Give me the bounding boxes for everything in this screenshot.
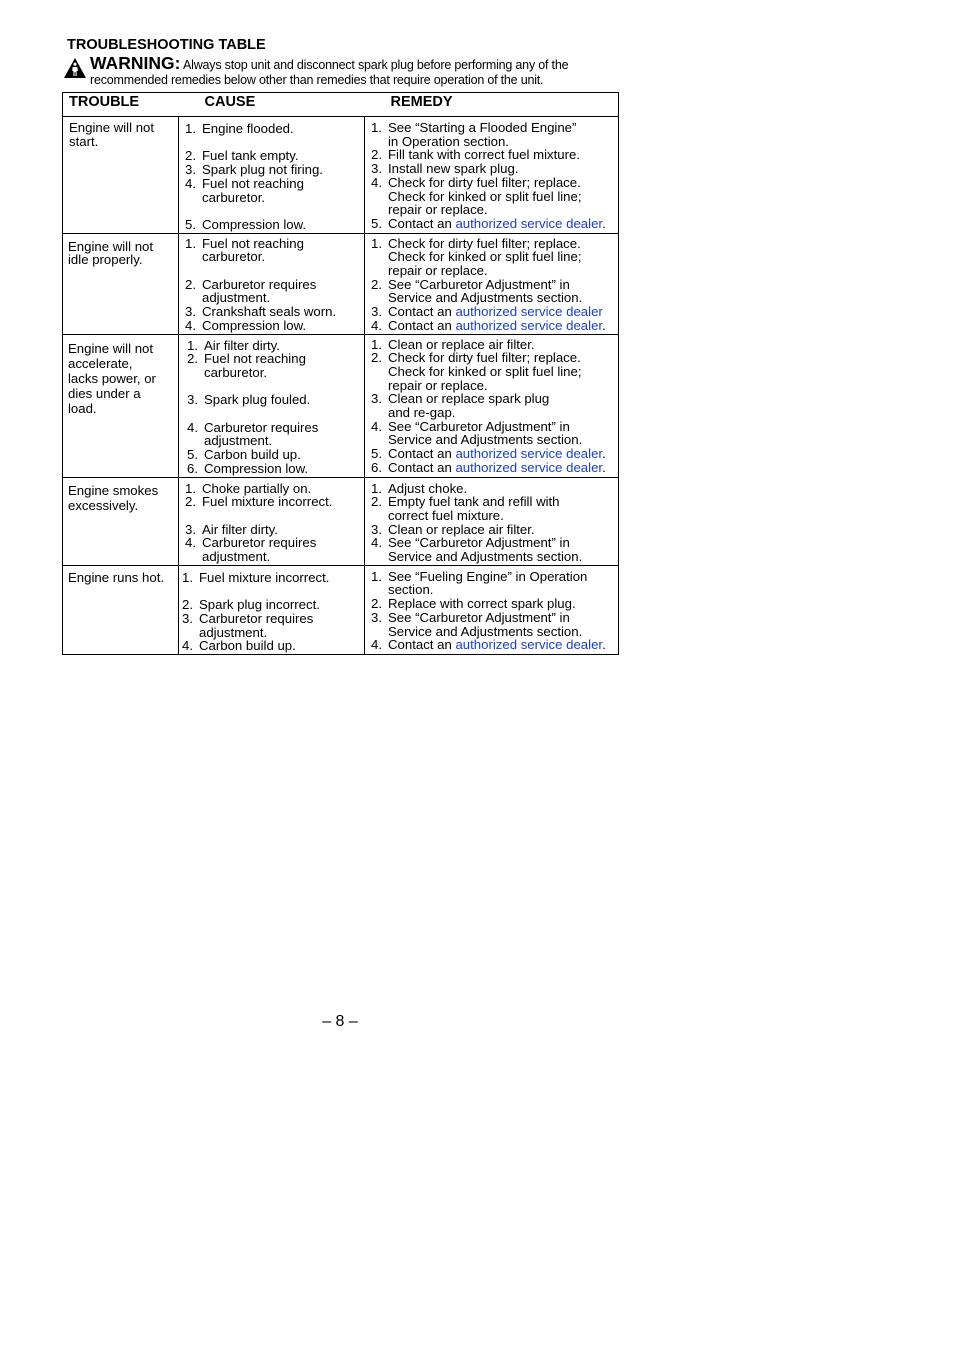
trouble-text: Engine will not accelerate, lacks power, or dies under a load. bbox=[68, 340, 156, 416]
list-item: 3. Air filter dirty. bbox=[185, 521, 278, 537]
list-item: 1. Air filter dirty. bbox=[187, 337, 280, 353]
list-item: 4. Fuel not reaching carburetor. bbox=[185, 175, 304, 205]
list-item: 3. Spark plug fouled. bbox=[187, 392, 311, 408]
troubleshooting-page bbox=[62, 36, 618, 655]
list-item: 2. Fill tank with correct fuel mixture. bbox=[371, 147, 581, 163]
remedy-cell bbox=[365, 117, 619, 234]
cause-cell bbox=[179, 477, 365, 565]
list-item: 2. Check for dirty fuel filter; replace. Check for kinked or split fuel line; repair or replace. bbox=[371, 350, 582, 393]
remedy-cell bbox=[365, 477, 619, 565]
trouble-cell bbox=[63, 117, 179, 234]
list-item: 2. See “Carburetor Adjustment” in Service and Adjustments section. bbox=[371, 276, 583, 306]
header-remedy: REMEDY bbox=[365, 93, 619, 117]
list-item: 1. Clean or replace air filter. bbox=[371, 336, 535, 352]
list-item: 3. Spark plug not firing. bbox=[185, 162, 323, 178]
authorized-dealer-link[interactable]: authorized service dealer bbox=[455, 317, 603, 333]
list-item: 6. Compression low. bbox=[187, 460, 309, 476]
list-item: 1. See “Fueling Engine” in Operation section. bbox=[371, 568, 588, 598]
remedy-cell bbox=[365, 565, 619, 654]
authorized-dealer-link[interactable]: authorized service dealer bbox=[455, 637, 603, 653]
list-item: 1. Fuel not reaching carburetor. bbox=[185, 235, 304, 265]
list-item: 2. Spark plug incorrect. bbox=[182, 597, 320, 613]
header-cause: CAUSE bbox=[179, 93, 365, 117]
table-row bbox=[63, 334, 619, 477]
list-item: 1. Fuel mixture incorrect. bbox=[182, 569, 330, 585]
trouble-cell bbox=[63, 565, 179, 654]
cause-cell bbox=[179, 117, 365, 234]
table-row bbox=[63, 565, 619, 654]
list-item: 4. See “Carburetor Adjustment” in Service and Adjustments section. bbox=[371, 535, 583, 565]
list-item: 3. Install new spark plug. bbox=[371, 161, 519, 177]
section-title: TROUBLESHOOTING TABLE bbox=[67, 37, 266, 53]
page-number: – 8 – bbox=[322, 1013, 358, 1030]
header-trouble: TROUBLE bbox=[63, 93, 179, 117]
authorized-dealer-link[interactable]: authorized service dealer bbox=[455, 459, 603, 475]
list-item: 4. Carburetor requires adjustment. bbox=[187, 419, 319, 449]
list-item: 2. Empty fuel tank and refill with correct fuel mixture. bbox=[371, 494, 560, 523]
list-item: 1. See “Starting a Flooded Engine” in Operation section. bbox=[371, 120, 577, 149]
list-item: 4. Compression low. bbox=[185, 317, 307, 333]
list-item: 3. Contact an authorized service dealer bbox=[371, 304, 603, 320]
list-item: 4. See “Carburetor Adjustment” in Service and Adjustments section. bbox=[371, 418, 583, 448]
trouble-cell bbox=[63, 334, 179, 477]
list-item: 3. Crankshaft seals worn. bbox=[185, 304, 337, 320]
list-item: 1. Check for dirty fuel filter; replace. Check for kinked or split fuel line; repair or replace. bbox=[371, 235, 582, 278]
list-item: 3. Carburetor requires adjustment. bbox=[182, 610, 314, 640]
warning-icon bbox=[63, 57, 87, 79]
list-item: 1. Adjust choke. bbox=[371, 480, 468, 496]
trouble-text: Engine smokes excessively. bbox=[68, 482, 159, 513]
warning-label: WARNING: bbox=[90, 53, 181, 73]
list-item: 1. Engine flooded. bbox=[185, 121, 294, 136]
list-item: 1. Choke partially on. bbox=[185, 480, 312, 496]
remedy-cell bbox=[365, 233, 619, 334]
list-item: 4. Carbon build up. bbox=[182, 638, 296, 654]
list-item: 6. Contact an authorized service dealer. bbox=[371, 459, 606, 475]
list-item: 4. Contact an authorized service dealer. bbox=[371, 637, 606, 653]
table-row bbox=[63, 233, 619, 334]
trouble-cell bbox=[63, 233, 179, 334]
list-item: 3. Clean or replace spark plug and re-gap. bbox=[371, 391, 550, 421]
cause-cell bbox=[179, 233, 365, 334]
list-item: 2. Carburetor requires adjustment. bbox=[185, 276, 317, 306]
list-item: 3. Clean or replace air filter. bbox=[371, 521, 535, 537]
list-item: 2. Replace with correct spark plug. bbox=[371, 596, 576, 612]
list-item: 4. Carburetor requires adjustment. bbox=[185, 535, 317, 565]
list-item: 5. Contact an authorized service dealer. bbox=[371, 446, 606, 462]
authorized-dealer-link[interactable]: authorized service dealer bbox=[455, 215, 603, 231]
cause-cell bbox=[179, 334, 365, 477]
table-row bbox=[63, 117, 619, 234]
list-item: 3. See “Carburetor Adjustment” in Service and Adjustments section. bbox=[371, 609, 583, 639]
authorized-dealer-link[interactable]: authorized service dealer bbox=[455, 446, 603, 462]
list-item: 2. Fuel not reaching carburetor. bbox=[187, 351, 306, 380]
warning-text: Always stop unit and disconnect spark plug before performing any of the recommended remedies below other than remedies that require operation of the unit. bbox=[90, 58, 569, 87]
list-item: 2. Fuel mixture incorrect. bbox=[185, 494, 333, 510]
troubleshooting-table bbox=[62, 92, 619, 655]
table-row bbox=[63, 477, 619, 565]
table-header-row bbox=[63, 93, 619, 117]
trouble-text: Engine will not idle properly. bbox=[68, 238, 154, 268]
warning-notice bbox=[62, 53, 618, 90]
list-item: 5. Compression low. bbox=[185, 216, 307, 232]
trouble-text: Engine runs hot. bbox=[68, 569, 165, 585]
authorized-dealer-link[interactable]: authorized service dealer bbox=[455, 304, 603, 320]
list-item: 2. Fuel tank empty. bbox=[185, 148, 299, 164]
trouble-cell bbox=[63, 477, 179, 565]
remedy-cell bbox=[365, 334, 619, 477]
cause-cell bbox=[179, 565, 365, 654]
list-item: 4. Contact an authorized service dealer. bbox=[371, 317, 606, 333]
list-item: 5. Contact an authorized service dealer. bbox=[371, 215, 606, 231]
list-item: 5. Carbon build up. bbox=[187, 447, 301, 463]
list-item: 4. Check for dirty fuel filter; replace. Check for kinked or split fuel line; repair or replace. bbox=[371, 174, 582, 218]
trouble-text: Engine will not start. bbox=[69, 120, 155, 149]
